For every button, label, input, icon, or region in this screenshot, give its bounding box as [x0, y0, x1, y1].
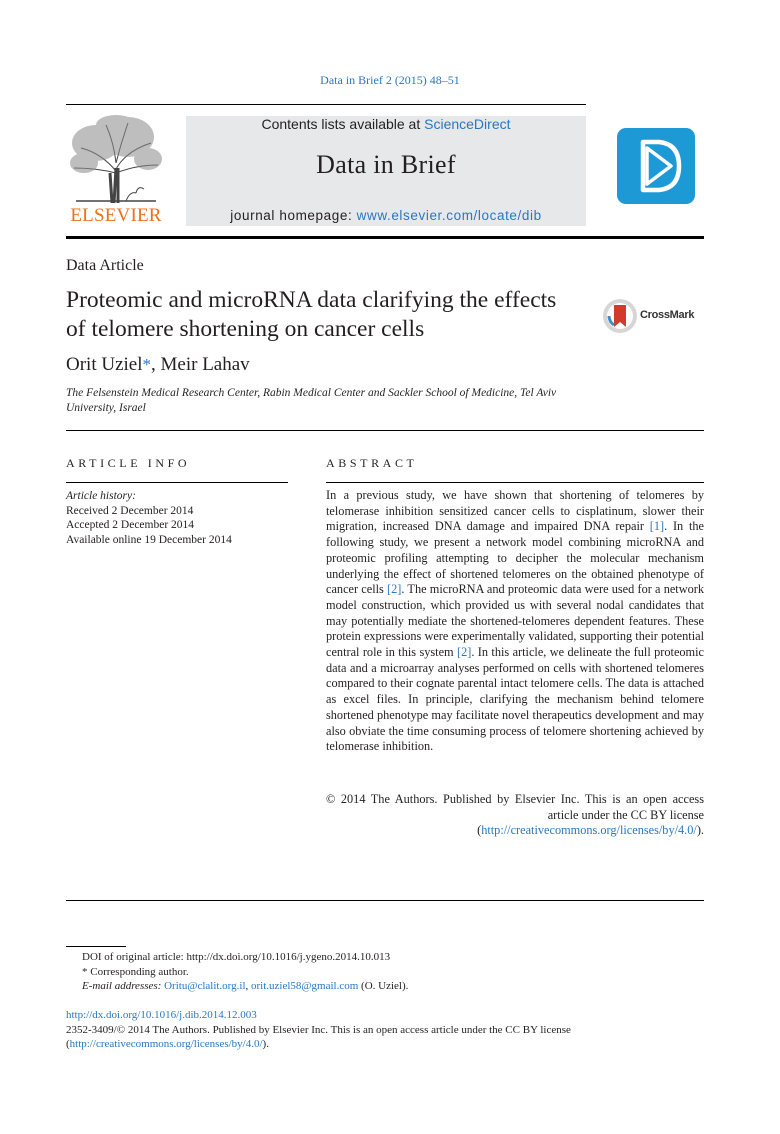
- reference-link[interactable]: [2]: [387, 582, 402, 597]
- abstract-body: [326, 488, 704, 755]
- abstract-text: . In this article, we delineate the full proteomic data and a microarray analyses performed on cells with shortened telomeres compared to their cognate parental intact telomere cells. The data is attached as excel files. In principle, clarifying the mechanism behind telomere shortened phenotype may facilitate novel therapeutics development and may also obviate the time consuming process of telomere shortening achieved by telomerase inhibition.: [326, 645, 704, 754]
- history-label: Article history:: [66, 490, 136, 502]
- corr-text: Corresponding author.: [87, 965, 189, 978]
- header-top-rule: [66, 104, 586, 105]
- reference-link[interactable]: [2]: [457, 645, 472, 660]
- homepage-link[interactable]: www.elsevier.com/locate/dib: [356, 208, 542, 223]
- paren-close: ).: [262, 1038, 269, 1050]
- email-link[interactable]: Oritu@clalit.org.il: [164, 980, 246, 992]
- copyright-line: © 2014 The Authors. Published by Elsevier Inc. This is an open access: [326, 792, 704, 806]
- license-line: [326, 823, 704, 839]
- sciencedirect-link[interactable]: ScienceDirect: [424, 116, 511, 132]
- abstract-copyright: [326, 792, 704, 839]
- journal-homepage: [186, 208, 586, 223]
- bottom-notes: [66, 1008, 704, 1052]
- email-separator: ,: [245, 980, 252, 992]
- footnote-rule: [66, 946, 126, 947]
- data-in-brief-logo: [617, 128, 695, 204]
- author-affiliation: The Felsenstein Medical Research Center, Rabin Medical Center and Sackler School of Medicine, Tel Aviv University, Israel: [66, 387, 557, 414]
- license-line: [66, 1037, 704, 1052]
- email-label: E-mail addresses:: [82, 980, 165, 992]
- header-bottom-rule: [66, 236, 704, 239]
- available-date: Available online 19 December 2014: [66, 533, 232, 546]
- corr-mark: *: [82, 965, 88, 978]
- paren-close: ).: [696, 823, 704, 838]
- abstract-text: . The microRNA and proteomic data were used for a network model construction, which provided us with several nodal candidates that may potentially mediate the shortened-telomeres dependent features. These protein expressions were experimentally validated, supporting their potential central role in this system: [326, 582, 704, 660]
- doi-original-label: DOI of original article:: [82, 951, 187, 963]
- contents-line: [186, 116, 586, 132]
- accepted-date: Accepted 2 December 2014: [66, 519, 195, 531]
- title-bottom-rule: [66, 430, 704, 431]
- article-title: Proteomic and microRNA data clarifying the effects of telomere shortening on cancer cells: [66, 287, 557, 342]
- crossmark-icon: [602, 298, 638, 334]
- tree-icon: [66, 113, 166, 205]
- article-history: [66, 489, 232, 547]
- article-doi-link[interactable]: http://dx.doi.org/10.1016/j.dib.2014.12.003: [66, 1009, 257, 1021]
- corresponding-author-marker[interactable]: *: [142, 355, 152, 374]
- crossmark-label: CrossMark: [640, 309, 695, 321]
- contents-prefix: Contents lists available at: [261, 116, 425, 132]
- copyright-line: article under the CC BY license: [547, 807, 704, 822]
- homepage-prefix: journal homepage:: [230, 208, 357, 223]
- journal-citation[interactable]: Data in Brief 2 (2015) 48–51: [320, 73, 460, 87]
- license-link[interactable]: http://creativecommons.org/licenses/by/4.0/: [481, 823, 697, 838]
- email-link[interactable]: orit.uziel58@gmail.com: [251, 980, 359, 992]
- paren-open: (: [477, 823, 482, 838]
- received-date: Received 2 December 2014: [66, 504, 194, 517]
- original-doi-note: [66, 950, 704, 965]
- email-note: [66, 979, 704, 994]
- corresponding-note: [66, 965, 704, 980]
- license-link[interactable]: http://creativecommons.org/licenses/by/4.0/: [69, 1038, 263, 1050]
- abstract-rule: [326, 482, 704, 483]
- article-type: Data Article: [66, 257, 144, 274]
- abstract-end-rule: [66, 900, 704, 901]
- issn-line: 2352-3409/© 2014 The Authors. Published by Elsevier Inc. This is an open access article under the CC BY license: [66, 1023, 571, 1036]
- email-suffix: (O. Uziel).: [358, 980, 409, 992]
- author-name: Orit Uziel: [66, 354, 143, 375]
- elsevier-wordmark: ELSEVIER: [70, 205, 162, 226]
- reference-link[interactable]: [1]: [649, 519, 665, 534]
- doi-original-value[interactable]: http://dx.doi.org/10.1016/j.ygeno.2014.10.013: [186, 951, 391, 963]
- author-name: Meir Lahav: [160, 354, 250, 375]
- article-info-rule: [66, 482, 288, 483]
- paren-open: (: [66, 1038, 70, 1050]
- author-separator: ,: [151, 354, 161, 375]
- author-list: [66, 354, 250, 376]
- footnotes: [66, 950, 704, 994]
- crossmark-badge[interactable]: [602, 298, 712, 338]
- abstract-text: In a previous study, we have shown that shortening of telomeres by telomerase inhibition sensitized cancer cells to cisplatinum, slower their migration, increased DNA damage and impaired DNA repair: [326, 488, 704, 534]
- dib-logo-icon: [617, 128, 695, 204]
- journal-name: Data in Brief: [316, 150, 456, 179]
- article-info-heading: ARTICLE INFO: [66, 456, 191, 470]
- abstract-heading: ABSTRACT: [326, 456, 418, 470]
- abstract-text: . In the following study, we present a network model combining microRNA and proteomic profiling attempting to decipher the molecular mechanism underlying the effect of shortened telomeres on the obtained phenotype of cancer cells: [326, 519, 704, 597]
